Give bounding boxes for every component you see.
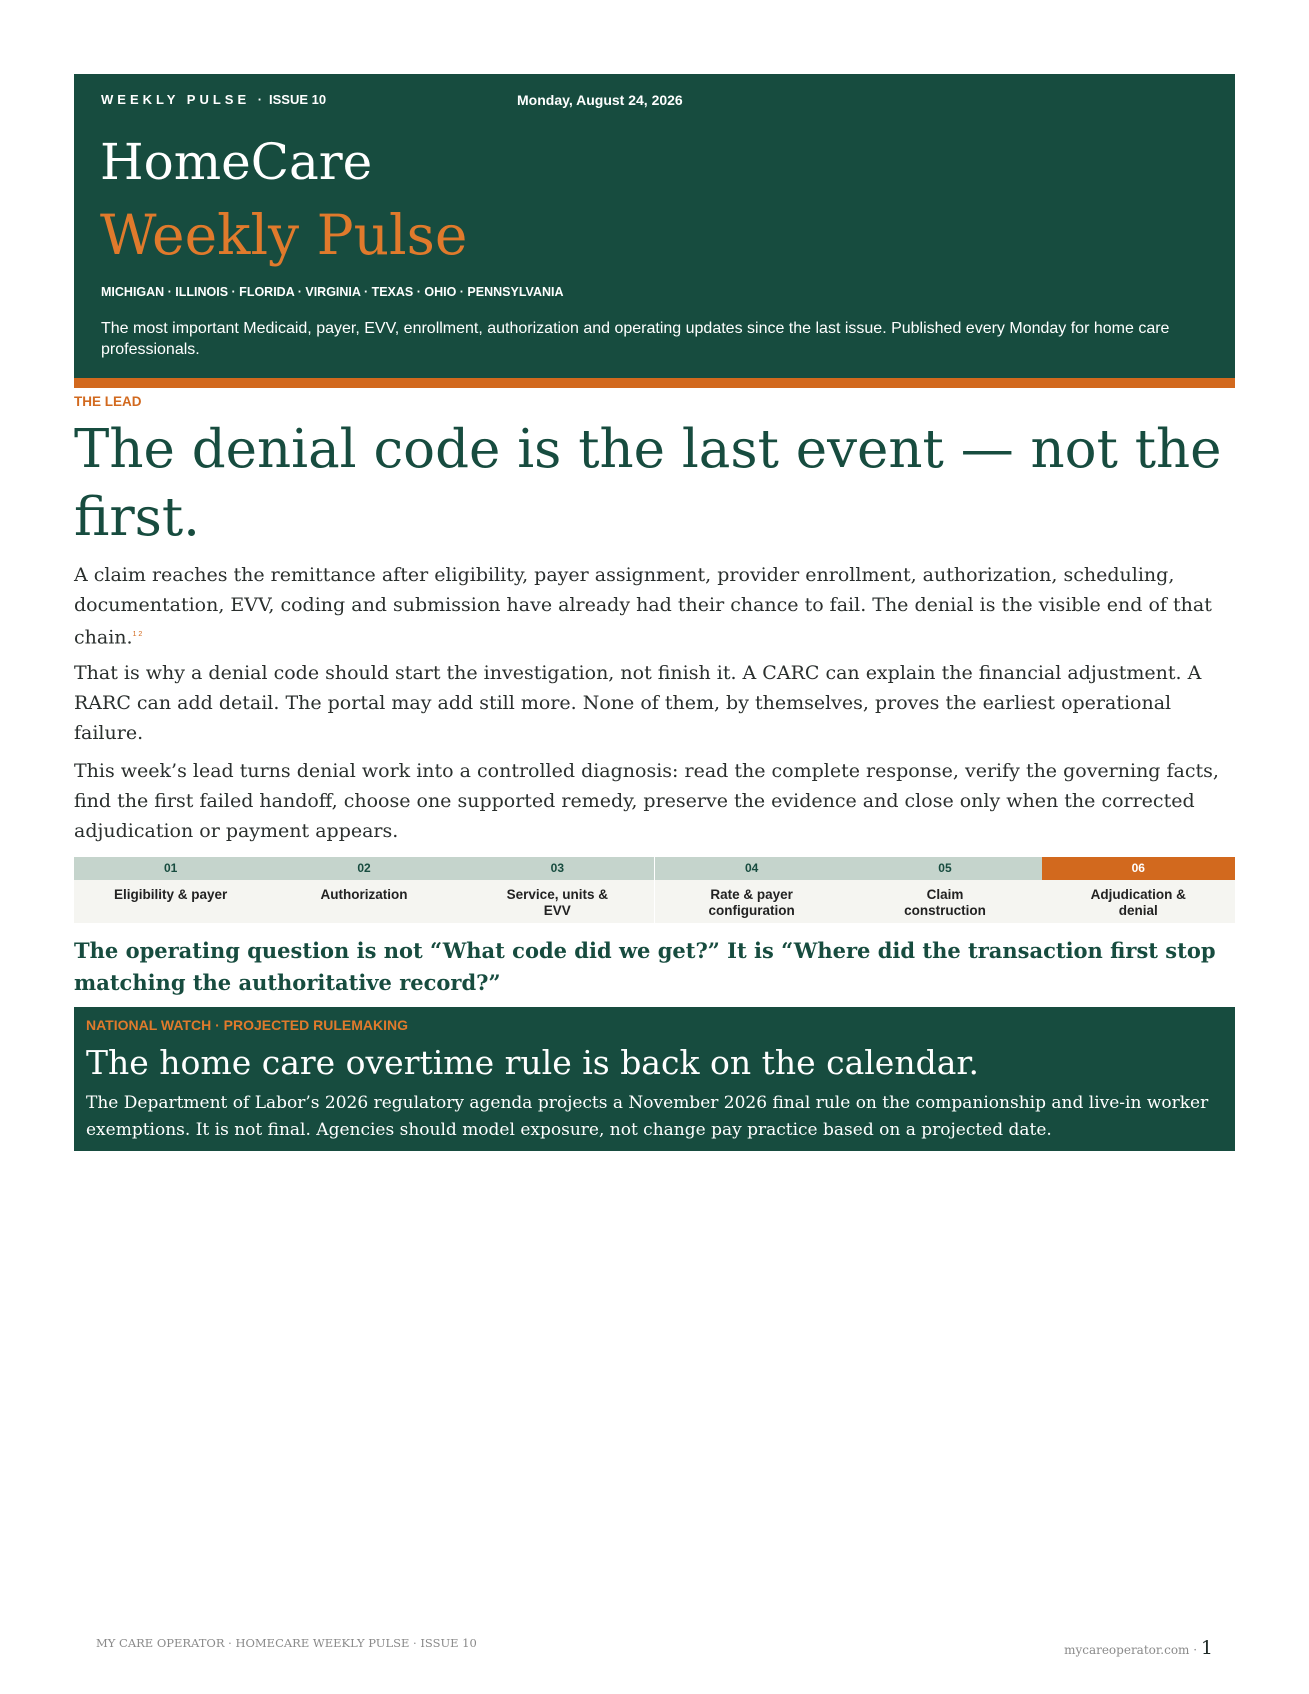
national-watch-label: NATIONAL WATCH · PROJECTED RULEMAKING xyxy=(86,1017,408,1033)
step-number: 06 xyxy=(1042,857,1235,880)
national-watch-body: The Department of Labor’s 2026 regulatory agenda projects a November 2026 final rule on the companionship and live-in worker exemptions. It is not final. Agencies should model exposure, not change pay practice based on a projected date. xyxy=(86,1093,1209,1140)
national-watch-box xyxy=(74,1007,1235,1151)
step-label: Eligibility & payer xyxy=(114,887,228,902)
masthead-accent-bar xyxy=(74,378,1235,388)
step-label: Adjudication & denial xyxy=(1090,887,1186,918)
footer-publication: MY CARE OPERATOR · HOMECARE WEEKLY PULSE · ISSUE 10 xyxy=(96,1636,477,1650)
step-service-units-evv xyxy=(461,857,654,923)
step-label: Service, units & EVV xyxy=(506,887,608,918)
step-number: 02 xyxy=(267,857,460,880)
step-number: 05 xyxy=(848,857,1041,880)
masthead xyxy=(74,74,1235,388)
masthead-kicker: WEEKLY PULSE · xyxy=(101,92,267,107)
brand-title-line1: HomeCare xyxy=(100,133,373,191)
step-label: Rate & payer configuration xyxy=(708,887,795,918)
brand-title-line2: Weekly Pulse xyxy=(100,203,468,267)
lead-paragraph-1 xyxy=(74,560,1234,652)
section-label-lead: THE LEAD xyxy=(74,394,142,409)
step-number: 04 xyxy=(655,857,848,880)
masthead-description: The most important Medicaid, payer, EVV, enrollment, authorization and operating updates since the last issue. Published every Monday for home care professionals. xyxy=(101,320,1170,358)
footer-site-link[interactable]: mycareoperator.com · xyxy=(1064,1643,1198,1657)
issue-number: ISSUE 10 xyxy=(269,92,327,107)
pull-quote: The operating question is not “What code did we get?” It is “Where did the transaction first stop matching the authoritative record?” xyxy=(74,938,1216,995)
lead-paragraph-2: That is why a denial code should start the investigation, not finish it. A CARC can explain the financial adjustment. A RARC can add detail. The portal may add still more. None of them, by themselves, proves the earliest operational failure. xyxy=(74,662,1202,744)
lead-paragraph-3: This week’s lead turns denial work into a controlled diagnosis: read the complete response, verify the governing facts, find the first failed handoff, choose one supported remedy, preserve the evidence and close only when the corrected adjudication or payment appears. xyxy=(74,760,1219,842)
page-number: 1 xyxy=(1200,1637,1213,1659)
lead-paragraph-1-text: A claim reaches the remittance after eligibility, payer assignment, provider enrollment, authorization, scheduling, documentation, EVV, coding and submission have already had their chance to fail. The denial is the visible end of that chain. xyxy=(74,564,1212,649)
lead-headline: The denial code is the last event — not the first. xyxy=(74,419,1222,548)
step-adjudication-denial xyxy=(1042,857,1235,923)
footnote-reference[interactable]: 1 2 xyxy=(132,631,143,638)
step-label: Authorization xyxy=(320,887,408,902)
states-list: MICHIGAN · ILLINOIS · FLORIDA · VIRGINIA · TEXAS · OHIO · PENNSYLVANIA xyxy=(101,285,564,299)
step-label: Claim construction xyxy=(904,887,986,918)
claim-chain-steps xyxy=(74,857,1235,923)
step-number: 01 xyxy=(74,857,267,880)
issue-date: Monday, August 24, 2026 xyxy=(517,92,683,108)
step-rate-payer-configuration xyxy=(654,857,848,923)
footer-site xyxy=(1064,1637,1213,1659)
step-eligibility xyxy=(74,857,267,923)
step-claim-construction xyxy=(848,857,1041,923)
step-number: 03 xyxy=(461,857,654,880)
national-watch-headline: The home care overtime rule is back on the calendar. xyxy=(86,1043,980,1082)
step-authorization xyxy=(267,857,460,923)
